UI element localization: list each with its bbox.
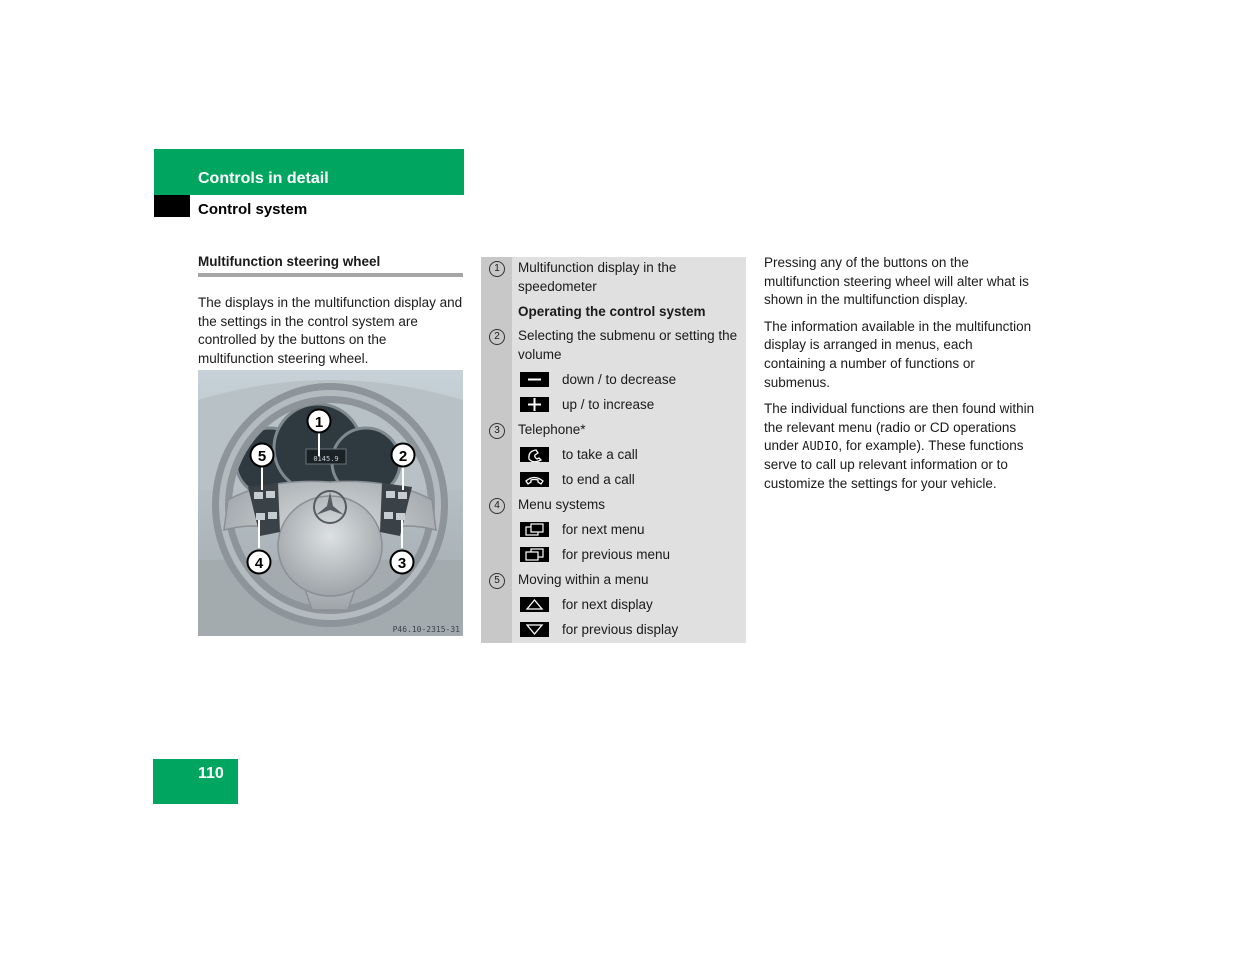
section-title: Control system bbox=[198, 201, 308, 218]
image-code: P46.10-2315-31 bbox=[392, 625, 460, 634]
key-text: for next display bbox=[562, 597, 653, 612]
legend-text: Multifunction display in the speedometer bbox=[518, 260, 677, 294]
arrow-up-icon bbox=[520, 597, 549, 612]
key-text: for previous menu bbox=[562, 547, 671, 562]
legend-table bbox=[481, 257, 746, 643]
plus-icon bbox=[520, 397, 549, 412]
chapter-title: Controls in detail bbox=[198, 170, 329, 187]
next-menu-icon bbox=[520, 522, 549, 537]
key-text: for previous display bbox=[562, 622, 679, 637]
page-number-box bbox=[153, 759, 238, 804]
legend-number: 2 bbox=[489, 329, 505, 345]
phone-pickup-icon bbox=[520, 447, 549, 462]
intro-paragraph: The displays in the multifunction display and the settings in the control system are controlled by the buttons on the multifunction steering wheel. bbox=[198, 295, 463, 367]
key-text: to end a call bbox=[562, 472, 635, 487]
key-text: for next menu bbox=[562, 522, 645, 537]
key-text: down / to decrease bbox=[562, 372, 677, 387]
paragraph-2: The information available in the multifunction display is arranged in menus, each containing a number of functions or submenus. bbox=[764, 318, 1032, 390]
callout-3: 3 bbox=[397, 555, 407, 572]
phone-hangup-icon bbox=[520, 472, 549, 487]
left-column bbox=[198, 254, 463, 369]
legend-text: Selecting the submenu or setting the volume bbox=[518, 328, 738, 362]
chapter-header bbox=[154, 149, 464, 195]
legend-text: Menu systems bbox=[518, 497, 606, 512]
key-text: to take a call bbox=[562, 447, 638, 462]
callout-2: 2 bbox=[398, 448, 408, 465]
legend-number: 5 bbox=[489, 573, 505, 589]
callout-1: 1 bbox=[314, 414, 324, 431]
page-number: 110 bbox=[198, 765, 224, 782]
key-text: up / to increase bbox=[562, 397, 655, 412]
steering-wheel-illustration bbox=[198, 370, 463, 636]
callout-4: 4 bbox=[254, 555, 264, 572]
legend-number: 1 bbox=[489, 261, 505, 277]
sub-heading: Multifunction steering wheel bbox=[198, 254, 463, 277]
legend-number: 4 bbox=[489, 498, 505, 514]
audio-code: AUDIO bbox=[802, 439, 839, 454]
minus-icon bbox=[520, 372, 549, 387]
legend-heading-text: Operating the control system bbox=[518, 304, 706, 319]
callout-5: 5 bbox=[257, 448, 267, 465]
paragraph-1: Pressing any of the buttons on the multifunction steering wheel will alter what is shown in the multifunction display. bbox=[764, 255, 1029, 308]
arrow-down-icon bbox=[520, 622, 549, 637]
legend-text: Moving within a menu bbox=[518, 572, 649, 587]
previous-menu-icon bbox=[520, 547, 549, 562]
legend-text: Telephone* bbox=[518, 422, 586, 437]
display-readout: 0145.9 bbox=[313, 455, 339, 463]
section-marker bbox=[154, 195, 190, 217]
legend-number: 3 bbox=[489, 423, 505, 439]
paragraph-3: The individual functions are then found within the relevant menu (radio or CD operations under AUDIO, for example). These functions serve to call up relevant information or to customize the settings for your vehicle. bbox=[764, 400, 1035, 491]
right-column bbox=[764, 254, 1036, 501]
